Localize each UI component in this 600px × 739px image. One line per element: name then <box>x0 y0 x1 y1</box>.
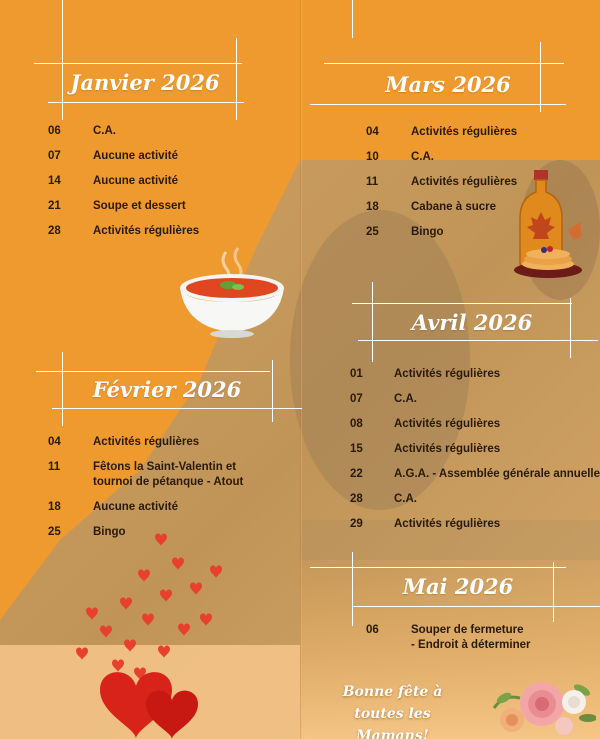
event-day: 10 <box>366 151 379 163</box>
event-activity: Aucune activité <box>93 501 178 513</box>
divider-line <box>62 0 63 120</box>
events-mai <box>366 618 531 658</box>
event-row <box>48 194 199 219</box>
event-activity: Activités régulières <box>93 225 200 237</box>
month-heading-fevrier: Février 2026 <box>92 377 242 402</box>
event-row <box>48 495 243 520</box>
event-day: 25 <box>366 226 379 238</box>
divider-line <box>34 63 242 64</box>
event-activity: Fêtons la Saint-Valentin et <box>93 461 237 473</box>
event-activity: Activités régulières <box>411 126 518 138</box>
month-heading-mars: Mars 2026 <box>385 72 511 97</box>
month-heading-avril: Avril 2026 <box>411 310 533 335</box>
event-activity: Activités régulières <box>411 176 518 188</box>
soup-bowl-icon <box>176 244 288 340</box>
divider-line <box>372 282 373 362</box>
event-activity: Activités régulières <box>394 368 501 380</box>
event-day: 01 <box>350 368 363 380</box>
divider-line <box>570 298 571 358</box>
event-activity: Soupe et dessert <box>93 200 186 212</box>
divider-line <box>310 567 566 568</box>
events-janvier <box>48 119 199 244</box>
event-activity: Bingo <box>93 526 126 538</box>
event-day: 11 <box>48 461 61 473</box>
event-row <box>366 120 517 145</box>
divider-line <box>236 38 237 120</box>
event-day: 07 <box>48 150 61 162</box>
event-activity: C.A. <box>394 393 417 405</box>
event-activity: Aucune activité <box>93 175 178 187</box>
event-activity: C.A. <box>93 125 116 137</box>
event-row <box>48 119 199 144</box>
event-day: 04 <box>48 436 61 448</box>
mothers-day-message <box>320 681 465 739</box>
event-activity: Souper de fermeture <box>411 624 524 636</box>
divider-line <box>36 371 270 372</box>
event-day: 06 <box>366 624 379 636</box>
event-row <box>48 144 199 169</box>
event-day: 21 <box>48 200 61 212</box>
event-day: 08 <box>350 418 363 430</box>
month-heading-mai: Mai 2026 <box>402 574 514 599</box>
message-line2: toutes les Mamans! <box>354 706 431 739</box>
events-avril <box>350 362 600 537</box>
event-day: 29 <box>350 518 363 530</box>
event-activity: C.A. <box>411 151 434 163</box>
maple-syrup-icon <box>508 168 588 284</box>
event-row <box>350 362 600 387</box>
event-activity: Bingo <box>411 226 444 238</box>
event-row <box>350 512 600 537</box>
event-row <box>366 618 531 658</box>
event-row <box>366 170 517 195</box>
divider-line <box>272 360 273 422</box>
event-row <box>350 462 600 487</box>
event-row <box>350 487 600 512</box>
divider-line <box>52 408 302 409</box>
event-day: 25 <box>48 526 61 538</box>
event-activity: Cabane à sucre <box>411 201 497 213</box>
divider-line <box>310 104 566 105</box>
divider-line <box>352 0 353 38</box>
event-row <box>350 437 600 462</box>
divider-line <box>352 303 572 304</box>
event-row <box>48 455 243 495</box>
divider-line <box>352 606 600 607</box>
event-activity-line2: - Endroit à déterminer <box>411 639 531 651</box>
event-row <box>366 195 517 220</box>
message-line1: Bonne fête à <box>342 684 443 700</box>
event-day: 18 <box>366 201 379 213</box>
event-activity: Activités régulières <box>394 418 501 430</box>
divider-line <box>324 63 564 64</box>
event-day: 28 <box>48 225 61 237</box>
event-row <box>366 220 517 245</box>
month-heading-janvier: Janvier 2026 <box>70 70 220 95</box>
event-row <box>366 145 517 170</box>
events-mars <box>366 120 517 245</box>
event-row <box>350 387 600 412</box>
event-day: 18 <box>48 501 61 513</box>
event-activity: C.A. <box>394 493 417 505</box>
event-activity: Aucune activité <box>93 150 178 162</box>
event-activity: A.G.A. - Assemblée générale annuelle <box>394 468 600 480</box>
event-activity: Activités régulières <box>93 436 200 448</box>
divider-line <box>540 42 541 112</box>
divider-line <box>352 552 353 626</box>
event-day: 04 <box>366 126 379 138</box>
divider-line <box>358 340 598 341</box>
event-day: 06 <box>48 125 61 137</box>
event-activity: Activités régulières <box>394 443 501 455</box>
event-activity-line2: tournoi de pétanque - Atout <box>93 476 244 488</box>
page-fold <box>300 0 302 739</box>
event-day: 28 <box>350 493 363 505</box>
event-day: 07 <box>350 393 363 405</box>
event-row <box>48 219 199 244</box>
event-activity: Activités régulières <box>394 518 501 530</box>
flower-bouquet-icon <box>490 668 596 739</box>
event-row <box>350 412 600 437</box>
hearts-icon <box>60 528 280 739</box>
divider-line <box>48 102 244 103</box>
event-day: 14 <box>48 175 61 187</box>
event-row <box>48 169 199 194</box>
event-day: 11 <box>366 176 379 188</box>
event-day: 15 <box>350 443 363 455</box>
event-row <box>48 430 243 455</box>
event-day: 22 <box>350 468 363 480</box>
